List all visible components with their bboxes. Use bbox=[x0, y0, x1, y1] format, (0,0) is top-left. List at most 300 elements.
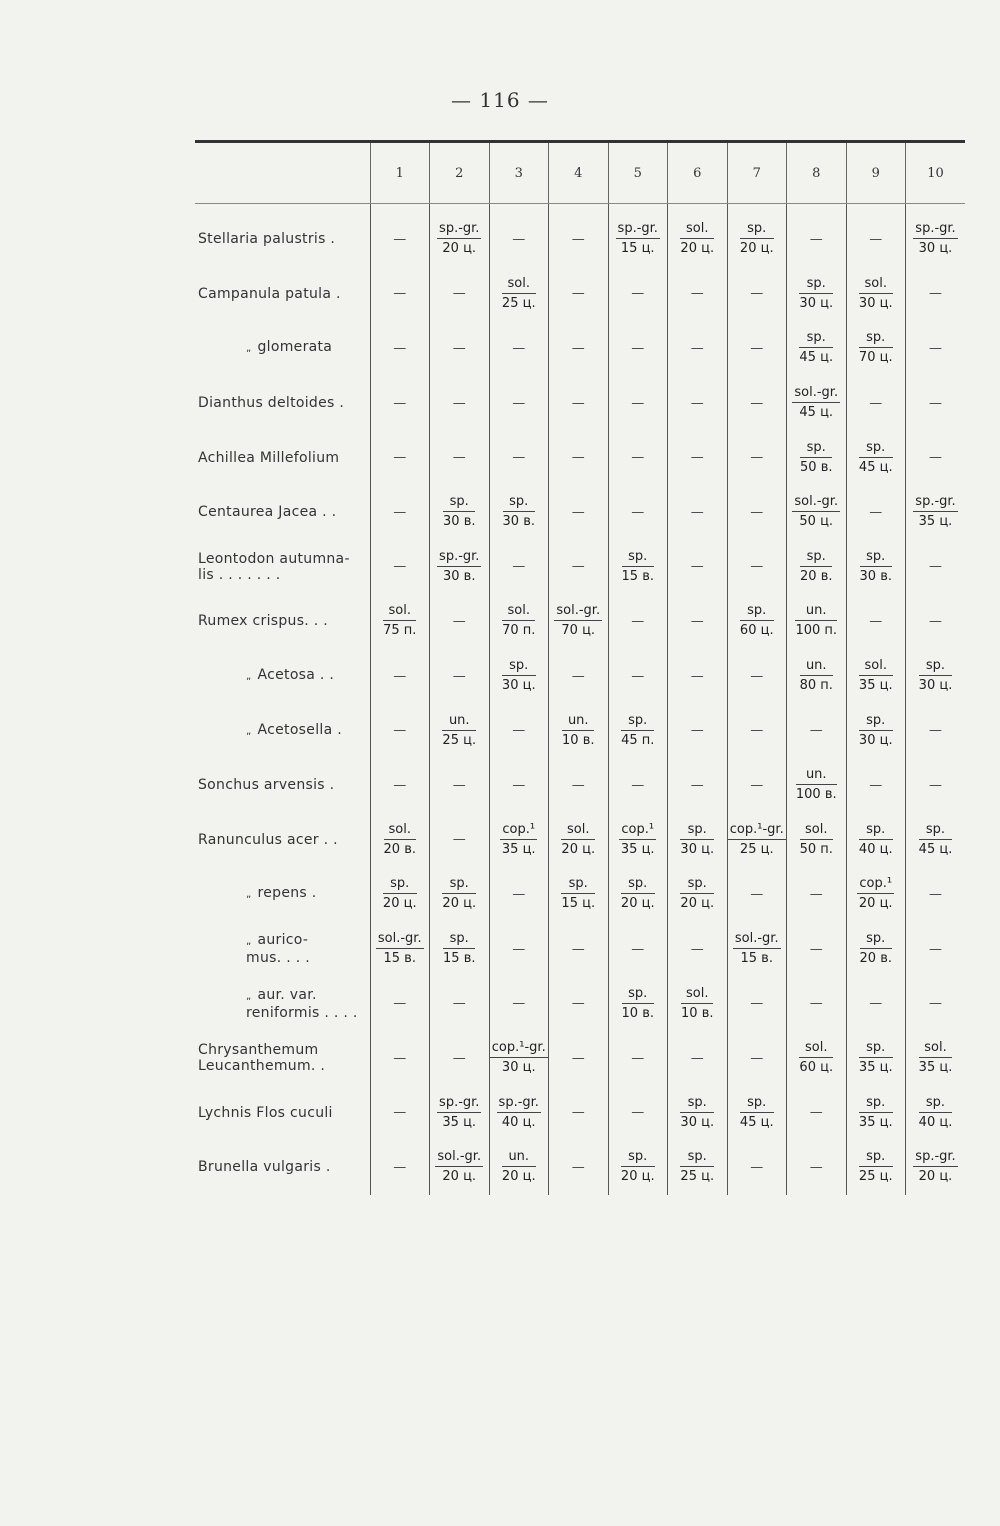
abundance-value: sp. bbox=[859, 1149, 893, 1167]
species-name-line: Stellaria palustris . bbox=[198, 231, 336, 248]
size-value: 60 ц. bbox=[739, 623, 774, 639]
abundance-value: sp. bbox=[859, 440, 893, 458]
species-name bbox=[195, 867, 370, 922]
data-cell-col-10 bbox=[906, 867, 966, 922]
absent-dash: — bbox=[690, 613, 704, 629]
absent-dash: — bbox=[512, 340, 526, 356]
data-cell-col-5 bbox=[608, 1140, 668, 1195]
data-cell-col-7 bbox=[727, 1031, 787, 1086]
abundance-value: sol. bbox=[799, 1040, 833, 1058]
data-cell-col-10 bbox=[906, 703, 966, 758]
absent-dash: — bbox=[690, 286, 704, 302]
data-cell-col-7 bbox=[727, 376, 787, 431]
abundance-value: sp. bbox=[800, 440, 832, 458]
absent-dash: — bbox=[393, 1105, 407, 1121]
absent-dash: — bbox=[750, 996, 764, 1012]
column-header-1: 1 bbox=[370, 142, 430, 204]
size-value: 30 ц. bbox=[918, 678, 953, 694]
data-cell-col-5 bbox=[608, 485, 668, 540]
data-cell-col-5 bbox=[608, 758, 668, 813]
size-value: 45 ц. bbox=[918, 841, 953, 857]
data-cell-col-6 bbox=[668, 976, 728, 1031]
absent-dash: — bbox=[690, 504, 704, 520]
size-value: 30 в. bbox=[502, 514, 535, 530]
abundance-value: sol. bbox=[561, 822, 595, 840]
absent-dash: — bbox=[393, 504, 407, 520]
data-cell-col-9 bbox=[846, 703, 906, 758]
absent-dash: — bbox=[452, 613, 466, 629]
size-value: 40 ц. bbox=[858, 841, 893, 857]
size-value: 20 ц. bbox=[561, 841, 596, 857]
table-row bbox=[195, 703, 965, 758]
data-cell-col-2 bbox=[430, 1140, 490, 1195]
table-row bbox=[195, 976, 965, 1031]
species-name-line: Leontodon autumna- bbox=[198, 550, 350, 567]
size-value: 15 ц. bbox=[561, 896, 596, 912]
size-value: 20 ц. bbox=[680, 241, 715, 257]
absent-dash: — bbox=[809, 1159, 823, 1175]
data-cell-col-6 bbox=[668, 813, 728, 868]
absent-dash: — bbox=[571, 1159, 585, 1175]
data-cell-col-8 bbox=[787, 649, 847, 704]
data-cell-col-5 bbox=[608, 540, 668, 595]
data-cell-col-2 bbox=[430, 976, 490, 1031]
data-cell-col-3 bbox=[489, 321, 549, 376]
data-cell-col-2 bbox=[430, 867, 490, 922]
absent-dash: — bbox=[512, 231, 526, 247]
data-cell-col-6 bbox=[668, 204, 728, 267]
size-value: 30 ц. bbox=[858, 295, 893, 311]
data-cell-col-1 bbox=[370, 649, 430, 704]
species-name bbox=[195, 703, 370, 758]
data-cell-col-6 bbox=[668, 321, 728, 376]
abundance-value: un. bbox=[796, 767, 837, 785]
data-cell-col-4 bbox=[549, 649, 609, 704]
abundance-value: sol. bbox=[800, 822, 833, 840]
ditto-mark: „ bbox=[246, 889, 252, 901]
species-name-line: Acetosa . . bbox=[257, 667, 335, 684]
size-value: 15 в. bbox=[383, 951, 416, 967]
size-value: 10 в. bbox=[621, 1005, 654, 1021]
data-cell-col-3 bbox=[489, 376, 549, 431]
data-cell-col-10 bbox=[906, 430, 966, 485]
absent-dash: — bbox=[869, 231, 883, 247]
absent-dash: — bbox=[393, 559, 407, 575]
data-cell-col-2 bbox=[430, 267, 490, 322]
data-cell-col-8 bbox=[787, 430, 847, 485]
absent-dash: — bbox=[512, 559, 526, 575]
size-value: 30 в. bbox=[443, 514, 476, 530]
data-cell-col-10 bbox=[906, 594, 966, 649]
data-cell-col-8 bbox=[787, 594, 847, 649]
data-cell-col-4 bbox=[549, 540, 609, 595]
size-value: 60 ц. bbox=[799, 1060, 834, 1076]
abundance-value: sp. bbox=[740, 1095, 774, 1113]
species-name bbox=[195, 267, 370, 322]
data-cell-col-2 bbox=[430, 813, 490, 868]
species-name bbox=[195, 1140, 370, 1195]
table-row bbox=[195, 649, 965, 704]
data-cell-col-7 bbox=[727, 867, 787, 922]
species-name bbox=[195, 430, 370, 485]
data-cell-col-8 bbox=[787, 758, 847, 813]
data-cell-col-1 bbox=[370, 485, 430, 540]
data-cell-col-1 bbox=[370, 703, 430, 758]
column-header-5: 5 bbox=[608, 142, 668, 204]
data-cell-col-6 bbox=[668, 922, 728, 977]
size-value: 100 в. bbox=[795, 787, 837, 803]
data-cell-col-4 bbox=[549, 430, 609, 485]
absent-dash: — bbox=[869, 395, 883, 411]
size-value: 30 ц. bbox=[858, 732, 893, 748]
size-value: 25 ц. bbox=[858, 1169, 893, 1185]
table-row bbox=[195, 267, 965, 322]
table-row bbox=[195, 813, 965, 868]
absent-dash: — bbox=[571, 777, 585, 793]
data-cell-col-7 bbox=[727, 703, 787, 758]
table-row bbox=[195, 1140, 965, 1195]
data-cell-col-2 bbox=[430, 649, 490, 704]
data-cell-col-1 bbox=[370, 1086, 430, 1141]
species-name-line: Brunella vulgaris . bbox=[198, 1159, 331, 1176]
absent-dash: — bbox=[393, 395, 407, 411]
size-value: 35 ц. bbox=[858, 1114, 893, 1130]
size-value: 20 ц. bbox=[858, 896, 893, 912]
data-cell-col-9 bbox=[846, 867, 906, 922]
absent-dash: — bbox=[452, 395, 466, 411]
data-cell-col-2 bbox=[430, 321, 490, 376]
species-name bbox=[195, 540, 370, 595]
absent-dash: — bbox=[512, 886, 526, 902]
data-cell-col-4 bbox=[549, 976, 609, 1031]
data-cell-col-4 bbox=[549, 376, 609, 431]
absent-dash: — bbox=[869, 777, 883, 793]
absent-dash: — bbox=[869, 504, 883, 520]
absent-dash: — bbox=[690, 777, 704, 793]
absent-dash: — bbox=[393, 450, 407, 466]
absent-dash: — bbox=[452, 1050, 466, 1066]
data-cell-col-10 bbox=[906, 813, 966, 868]
data-cell-col-7 bbox=[727, 430, 787, 485]
data-cell-col-5 bbox=[608, 1086, 668, 1141]
corner-cell bbox=[195, 142, 370, 204]
size-value: 45 п. bbox=[621, 732, 655, 748]
size-value: 20 ц. bbox=[918, 1169, 953, 1185]
ditto-mark: „ bbox=[246, 936, 252, 948]
abundance-value: cop.¹-gr. bbox=[728, 822, 786, 840]
data-cell-col-8 bbox=[787, 1086, 847, 1141]
size-value: 30 ц. bbox=[799, 295, 834, 311]
species-name bbox=[195, 813, 370, 868]
abundance-value: sol. bbox=[859, 658, 893, 676]
data-cell-col-10 bbox=[906, 321, 966, 376]
column-header-10: 10 bbox=[906, 142, 966, 204]
abundance-value: sp. bbox=[621, 713, 654, 731]
absent-dash: — bbox=[631, 668, 645, 684]
species-name-line: Leucanthemum. . bbox=[198, 1058, 326, 1075]
data-cell-col-10 bbox=[906, 267, 966, 322]
absent-dash: — bbox=[452, 286, 466, 302]
absent-dash: — bbox=[750, 504, 764, 520]
abundance-value: sp. bbox=[859, 822, 893, 840]
data-cell-col-5 bbox=[608, 813, 668, 868]
table-row bbox=[195, 1031, 965, 1086]
column-header-2: 2 bbox=[430, 142, 490, 204]
column-header-6: 6 bbox=[668, 142, 728, 204]
data-cell-col-3 bbox=[489, 1140, 549, 1195]
absent-dash: — bbox=[452, 777, 466, 793]
data-cell-col-5 bbox=[608, 1031, 668, 1086]
data-cell-col-1 bbox=[370, 376, 430, 431]
absent-dash: — bbox=[690, 450, 704, 466]
size-value: 25 ц. bbox=[442, 732, 477, 748]
abundance-value: sp. bbox=[859, 1040, 893, 1058]
data-cell-col-7 bbox=[727, 1086, 787, 1141]
size-value: 15 в. bbox=[740, 951, 773, 967]
size-value: 30 в. bbox=[443, 568, 476, 584]
size-value: 30 ц. bbox=[501, 1060, 536, 1076]
data-cell-col-6 bbox=[668, 1031, 728, 1086]
size-value: 20 ц. bbox=[442, 896, 477, 912]
absent-dash: — bbox=[809, 231, 823, 247]
species-name-line: aurico- bbox=[257, 932, 309, 949]
absent-dash: — bbox=[929, 941, 942, 957]
data-cell-col-10 bbox=[906, 1086, 966, 1141]
species-name-line: repens . bbox=[257, 885, 317, 902]
data-cell-col-8 bbox=[787, 204, 847, 267]
abundance-value: sp. bbox=[919, 822, 953, 840]
size-value: 45 ц. bbox=[858, 459, 893, 475]
species-name bbox=[195, 204, 370, 267]
data-cell-col-10 bbox=[906, 649, 966, 704]
table-row bbox=[195, 204, 965, 267]
abundance-value: sol.-gr. bbox=[435, 1149, 483, 1167]
absent-dash: — bbox=[571, 1105, 585, 1121]
species-name-line: Rumex crispus. . . bbox=[198, 613, 329, 630]
absent-dash: — bbox=[809, 723, 823, 739]
data-cell-col-1 bbox=[370, 976, 430, 1031]
data-cell-col-3 bbox=[489, 703, 549, 758]
species-name-line: Dianthus deltoides . bbox=[198, 395, 345, 412]
absent-dash: — bbox=[512, 777, 526, 793]
absent-dash: — bbox=[571, 231, 585, 247]
data-cell-col-9 bbox=[846, 976, 906, 1031]
data-cell-col-8 bbox=[787, 813, 847, 868]
data-cell-col-2 bbox=[430, 758, 490, 813]
size-value: 80 п. bbox=[799, 678, 833, 694]
abundance-value: sp.-gr. bbox=[437, 221, 481, 239]
data-cell-col-8 bbox=[787, 922, 847, 977]
data-cell-col-9 bbox=[846, 376, 906, 431]
absent-dash: — bbox=[631, 1105, 645, 1121]
data-cell-col-4 bbox=[549, 867, 609, 922]
data-cell-col-9 bbox=[846, 1140, 906, 1195]
data-cell-col-2 bbox=[430, 485, 490, 540]
species-name bbox=[195, 485, 370, 540]
table-row bbox=[195, 867, 965, 922]
absent-dash: — bbox=[631, 777, 645, 793]
size-value: 50 ц. bbox=[799, 514, 834, 530]
data-cell-col-4 bbox=[549, 922, 609, 977]
data-cell-col-6 bbox=[668, 485, 728, 540]
abundance-value: sol.-gr. bbox=[733, 931, 781, 949]
data-cell-col-2 bbox=[430, 922, 490, 977]
abundance-value: sp. bbox=[799, 276, 833, 294]
data-cell-col-5 bbox=[608, 267, 668, 322]
data-cell-col-4 bbox=[549, 1031, 609, 1086]
data-cell-col-10 bbox=[906, 976, 966, 1031]
ditto-mark: „ bbox=[246, 725, 252, 737]
data-cell-col-2 bbox=[430, 376, 490, 431]
abundance-value: sp. bbox=[860, 931, 892, 949]
column-header-row bbox=[195, 142, 965, 204]
abundance-value: sp. bbox=[503, 494, 535, 512]
absent-dash: — bbox=[393, 231, 407, 247]
size-value: 10 в. bbox=[562, 732, 595, 748]
size-value: 20 ц. bbox=[739, 241, 774, 257]
abundance-value: sol. bbox=[384, 822, 416, 840]
species-name bbox=[195, 649, 370, 704]
species-name-line: mus. . . . bbox=[246, 950, 310, 967]
absent-dash: — bbox=[809, 886, 823, 902]
species-name bbox=[195, 758, 370, 813]
table-row bbox=[195, 376, 965, 431]
abundance-value: sol. bbox=[680, 221, 714, 239]
size-value: 20 ц. bbox=[620, 1169, 655, 1185]
absent-dash: — bbox=[750, 395, 764, 411]
size-value: 25 ц. bbox=[680, 1169, 715, 1185]
absent-dash: — bbox=[690, 723, 704, 739]
data-cell-col-4 bbox=[549, 703, 609, 758]
species-name-line: Lychnis Flos cuculi bbox=[198, 1104, 333, 1121]
absent-dash: — bbox=[571, 1050, 585, 1066]
size-value: 20 ц. bbox=[680, 896, 715, 912]
data-cell-col-1 bbox=[370, 867, 430, 922]
species-name bbox=[195, 976, 370, 1031]
species-name-line: Acetosella . bbox=[257, 721, 342, 738]
size-value: 35 ц. bbox=[858, 678, 893, 694]
data-cell-col-5 bbox=[608, 867, 668, 922]
size-value: 20 ц. bbox=[442, 241, 477, 257]
data-cell-col-10 bbox=[906, 1140, 966, 1195]
species-name-line: Achillea Millefolium bbox=[198, 449, 340, 466]
absent-dash: — bbox=[869, 613, 883, 629]
absent-dash: — bbox=[393, 996, 407, 1012]
absent-dash: — bbox=[571, 340, 585, 356]
data-cell-col-5 bbox=[608, 204, 668, 267]
absent-dash: — bbox=[929, 886, 942, 902]
absent-dash: — bbox=[929, 723, 942, 739]
abundance-value: sp. bbox=[443, 494, 475, 512]
abundance-value: sp. bbox=[621, 1149, 655, 1167]
absent-dash: — bbox=[690, 668, 704, 684]
absent-dash: — bbox=[631, 450, 645, 466]
table-row bbox=[195, 485, 965, 540]
size-value: 30 ц. bbox=[918, 241, 953, 257]
ditto-mark: „ bbox=[246, 990, 252, 1002]
species-name-line: Centaurea Jacea . . bbox=[198, 504, 337, 521]
data-cell-col-9 bbox=[846, 1086, 906, 1141]
data-cell-col-10 bbox=[906, 540, 966, 595]
data-cell-col-3 bbox=[489, 976, 549, 1031]
size-value: 40 ц. bbox=[918, 1114, 953, 1130]
absent-dash: — bbox=[631, 395, 645, 411]
data-cell-col-1 bbox=[370, 1031, 430, 1086]
species-name-line: glomerata bbox=[257, 339, 333, 356]
column-header-4: 4 bbox=[549, 142, 609, 204]
absent-dash: — bbox=[869, 996, 883, 1012]
abundance-value: sp. bbox=[800, 549, 832, 567]
data-cell-col-10 bbox=[906, 485, 966, 540]
ditto-mark: „ bbox=[246, 343, 252, 355]
species-name-line: Chrysanthemum bbox=[198, 1042, 319, 1059]
data-cell-col-2 bbox=[430, 204, 490, 267]
abundance-value: sp.-gr. bbox=[913, 1149, 957, 1167]
abundance-value: sp.-gr. bbox=[616, 221, 660, 239]
data-cell-col-4 bbox=[549, 485, 609, 540]
data-cell-col-1 bbox=[370, 758, 430, 813]
absent-dash: — bbox=[393, 340, 407, 356]
data-cell-col-7 bbox=[727, 204, 787, 267]
data-cell-col-2 bbox=[430, 1086, 490, 1141]
absent-dash: — bbox=[750, 1050, 764, 1066]
data-cell-col-6 bbox=[668, 758, 728, 813]
abundance-value: sp.-gr. bbox=[437, 1095, 481, 1113]
data-cell-col-2 bbox=[430, 1031, 490, 1086]
absent-dash: — bbox=[452, 668, 466, 684]
size-value: 20 ц. bbox=[620, 896, 655, 912]
abundance-value: sp. bbox=[919, 658, 953, 676]
data-cell-col-3 bbox=[489, 204, 549, 267]
data-cell-col-3 bbox=[489, 540, 549, 595]
abundance-value: sol. bbox=[859, 276, 893, 294]
abundance-value: un. bbox=[502, 1149, 536, 1167]
data-cell-col-10 bbox=[906, 204, 966, 267]
species-name-line: Ranunculus acer . . bbox=[198, 831, 338, 848]
data-cell-col-3 bbox=[489, 430, 549, 485]
data-cell-col-3 bbox=[489, 867, 549, 922]
absent-dash: — bbox=[690, 1050, 704, 1066]
absent-dash: — bbox=[750, 450, 764, 466]
size-value: 35 ц. bbox=[918, 514, 953, 530]
absent-dash: — bbox=[393, 668, 407, 684]
size-value: 35 ц. bbox=[918, 1060, 953, 1076]
size-value: 40 ц. bbox=[501, 1114, 536, 1130]
abundance-value: sp.-gr. bbox=[913, 221, 957, 239]
column-header-7: 7 bbox=[727, 142, 787, 204]
size-value: 30 ц. bbox=[680, 841, 715, 857]
abundance-value: sp. bbox=[622, 986, 654, 1004]
data-cell-col-5 bbox=[608, 594, 668, 649]
size-value: 70 ц. bbox=[561, 623, 596, 639]
data-cell-col-8 bbox=[787, 321, 847, 376]
abundance-value: sol. bbox=[383, 603, 416, 621]
absent-dash: — bbox=[452, 832, 466, 848]
abundance-value: cop.¹ bbox=[500, 822, 537, 840]
absent-dash: — bbox=[750, 668, 764, 684]
data-cell-col-6 bbox=[668, 376, 728, 431]
size-value: 100 п. bbox=[795, 623, 838, 639]
species-name bbox=[195, 1086, 370, 1141]
data-cell-col-3 bbox=[489, 594, 549, 649]
data-cell-col-5 bbox=[608, 430, 668, 485]
data-cell-col-7 bbox=[727, 267, 787, 322]
data-cell-col-9 bbox=[846, 204, 906, 267]
size-value: 35 ц. bbox=[442, 1114, 477, 1130]
abundance-value: cop.¹-gr. bbox=[490, 1040, 548, 1058]
absent-dash: — bbox=[929, 777, 942, 793]
size-value: 15 в. bbox=[621, 568, 654, 584]
